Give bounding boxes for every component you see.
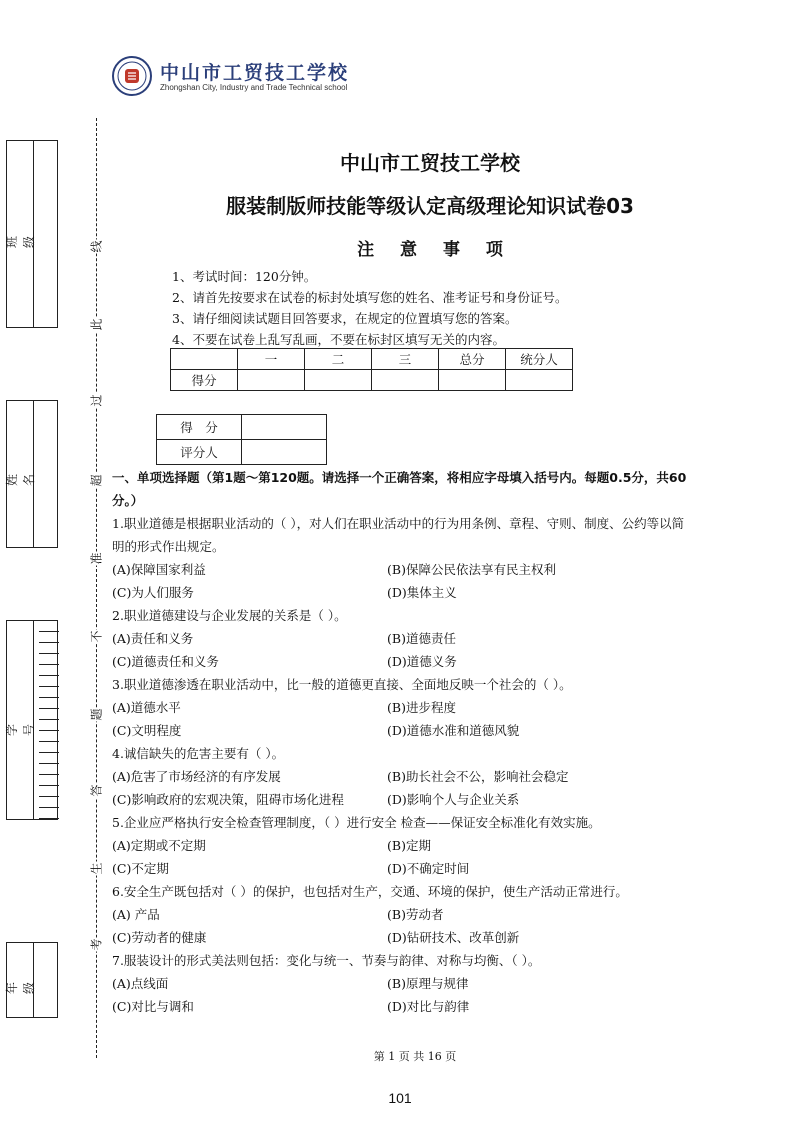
school-title: 中山市工贸技工学校 — [340, 151, 520, 175]
seal-char: 考 — [89, 938, 104, 951]
option: (A)定期或不定期 — [112, 838, 206, 853]
name-label: 姓 名 — [5, 461, 36, 487]
score-header-cell: 一 — [238, 349, 305, 370]
score-header-cell: 总分 — [439, 349, 506, 370]
grade-label: 年 级 — [5, 969, 36, 995]
class-label: 班 级 — [5, 223, 36, 249]
grader-score-label: 得 分 — [157, 415, 242, 440]
page-info: 第 1 页 共 16 页 — [373, 1050, 457, 1063]
grader-name-cell[interactable] — [242, 440, 327, 465]
score-header-cell: 三 — [372, 349, 439, 370]
question-options — [112, 627, 692, 673]
question-stem: 1.职业道德是根据职业活动的（ ），对人们在职业活动中的行为用条例、章程、守则、制度、公约等以简明的形式作出规定。 — [112, 516, 685, 554]
grader-name-label: 评分人 — [157, 440, 242, 465]
school-logo — [112, 56, 352, 104]
question-stem: 2.职业道德建设与企业发展的关系是（ ）。 — [112, 608, 347, 623]
grader-score-cell[interactable] — [242, 415, 327, 440]
school-name-cn: 中山市工贸技工学校 — [160, 62, 350, 84]
question-options — [112, 558, 692, 604]
option: (B)劳动者 — [387, 907, 444, 922]
option: (B)道德责任 — [387, 631, 456, 646]
question-stem: 7.服装设计的形式美法则包括：变化与统一、节奏与韵律、对称与均衡、（ ）。 — [112, 953, 541, 968]
option: (C)不定期 — [112, 861, 169, 876]
option: (D)对比与韵律 — [387, 999, 470, 1014]
id-digit-grid — [39, 621, 59, 819]
option: (D)钻研技术、改革创新 — [387, 930, 520, 945]
seal-char: 超 — [89, 474, 104, 487]
seal-char: 答 — [89, 784, 104, 797]
score-header-cell: 统分人 — [506, 349, 573, 370]
grade-box[interactable] — [6, 942, 58, 1018]
option: (B)保障公民依法享有民主权利 — [387, 562, 556, 577]
question-stem: 4.诚信缺失的危害主要有（ ）。 — [112, 746, 285, 761]
option: (A) 产品 — [112, 907, 160, 922]
seal-char: 不 — [89, 630, 104, 643]
score-row-label: 得分 — [171, 370, 238, 391]
score-cell[interactable] — [372, 370, 439, 391]
instructions-list — [172, 266, 567, 350]
option: (D)影响个人与企业关系 — [387, 792, 520, 807]
notice-heading: 注 意 事 项 — [357, 240, 503, 260]
instruction-item: 3、请仔细阅读试题目回答要求，在规定的位置填写您的答案。 — [172, 311, 518, 326]
option: (A)道德水平 — [112, 700, 181, 715]
section-grader-table — [156, 414, 327, 465]
question-stem: 5.企业应严格执行安全检查管理制度，（ ）进行安全 检查——保证安全标准化有效实施。 — [112, 815, 601, 830]
option: (C)文明程度 — [112, 723, 182, 738]
section-1 — [112, 466, 692, 1018]
question-options — [112, 696, 692, 742]
option: (C)对比与调和 — [112, 999, 194, 1014]
seal-char: 此 — [89, 318, 104, 331]
section-heading: 一、单项选择题（第1题～第120题。请选择一个正确答案，将相应字母填入括号内。每题0.5分，共60分。） — [112, 470, 687, 508]
option: (B)定期 — [387, 838, 431, 853]
instruction-item: 2、请首先按要求在试卷的标封处填写您的姓名、准考证号和身份证号。 — [172, 290, 568, 305]
question-stem: 3.职业道德渗透在职业活动中，比一般的道德更直接、全面地反映一个社会的（ ）。 — [112, 677, 572, 692]
seal-char: 线 — [89, 240, 104, 253]
seal-char: 准 — [89, 552, 104, 565]
option: (D)道德义务 — [387, 654, 457, 669]
option: (D)集体主义 — [387, 585, 457, 600]
option: (A)危害了市场经济的有序发展 — [112, 769, 281, 784]
option: (C)劳动者的健康 — [112, 930, 207, 945]
instruction-item: 1、考试时间：120分钟。 — [172, 269, 317, 284]
instruction-item: 4、不要在试卷上乱写乱画，不要在标封区填写无关的内容。 — [172, 332, 505, 347]
id-label: 学 号 — [5, 711, 36, 737]
name-box[interactable] — [6, 400, 58, 548]
option: (C)影响政府的宏观决策，阻碍市场化进程 — [112, 792, 344, 807]
option: (C)为人们服务 — [112, 585, 194, 600]
option: (B)原理与规律 — [387, 976, 469, 991]
score-cell[interactable] — [305, 370, 372, 391]
page-number: 101 — [388, 1090, 412, 1106]
option: (D)不确定时间 — [387, 861, 470, 876]
question-stem: 6.安全生产既包括对（ ）的保护，也包括对生产，交通、环境的保护，使生产活动正常进行。 — [112, 884, 628, 899]
option: (A)保障国家利益 — [112, 562, 206, 577]
score-cell[interactable] — [238, 370, 305, 391]
question-options — [112, 765, 692, 811]
school-seal-icon — [112, 56, 152, 96]
question-options — [112, 903, 692, 949]
score-header-cell: 二 — [305, 349, 372, 370]
question-options — [112, 972, 692, 1018]
option: (D)道德水准和道德风貌 — [387, 723, 520, 738]
student-id-box[interactable] — [6, 620, 58, 820]
question-options — [112, 834, 692, 880]
score-cell[interactable] — [439, 370, 506, 391]
option: (B)进步程度 — [387, 700, 456, 715]
option: (A)点线面 — [112, 976, 169, 991]
score-summary-table — [170, 348, 573, 391]
exam-title: 服装制版师技能等级认定高级理论知识试卷03 — [226, 194, 634, 218]
seal-char: 过 — [89, 394, 104, 407]
score-header-cell — [171, 349, 238, 370]
score-cell[interactable] — [506, 370, 573, 391]
option: (C)道德责任和义务 — [112, 654, 219, 669]
school-name-en: Zhongshan City, Industry and Trade Technical school — [160, 83, 348, 92]
option: (A)责任和义务 — [112, 631, 194, 646]
seal-char: 生 — [89, 862, 104, 875]
option: (B)助长社会不公，影响社会稳定 — [387, 769, 569, 784]
seal-char: 题 — [89, 708, 104, 721]
